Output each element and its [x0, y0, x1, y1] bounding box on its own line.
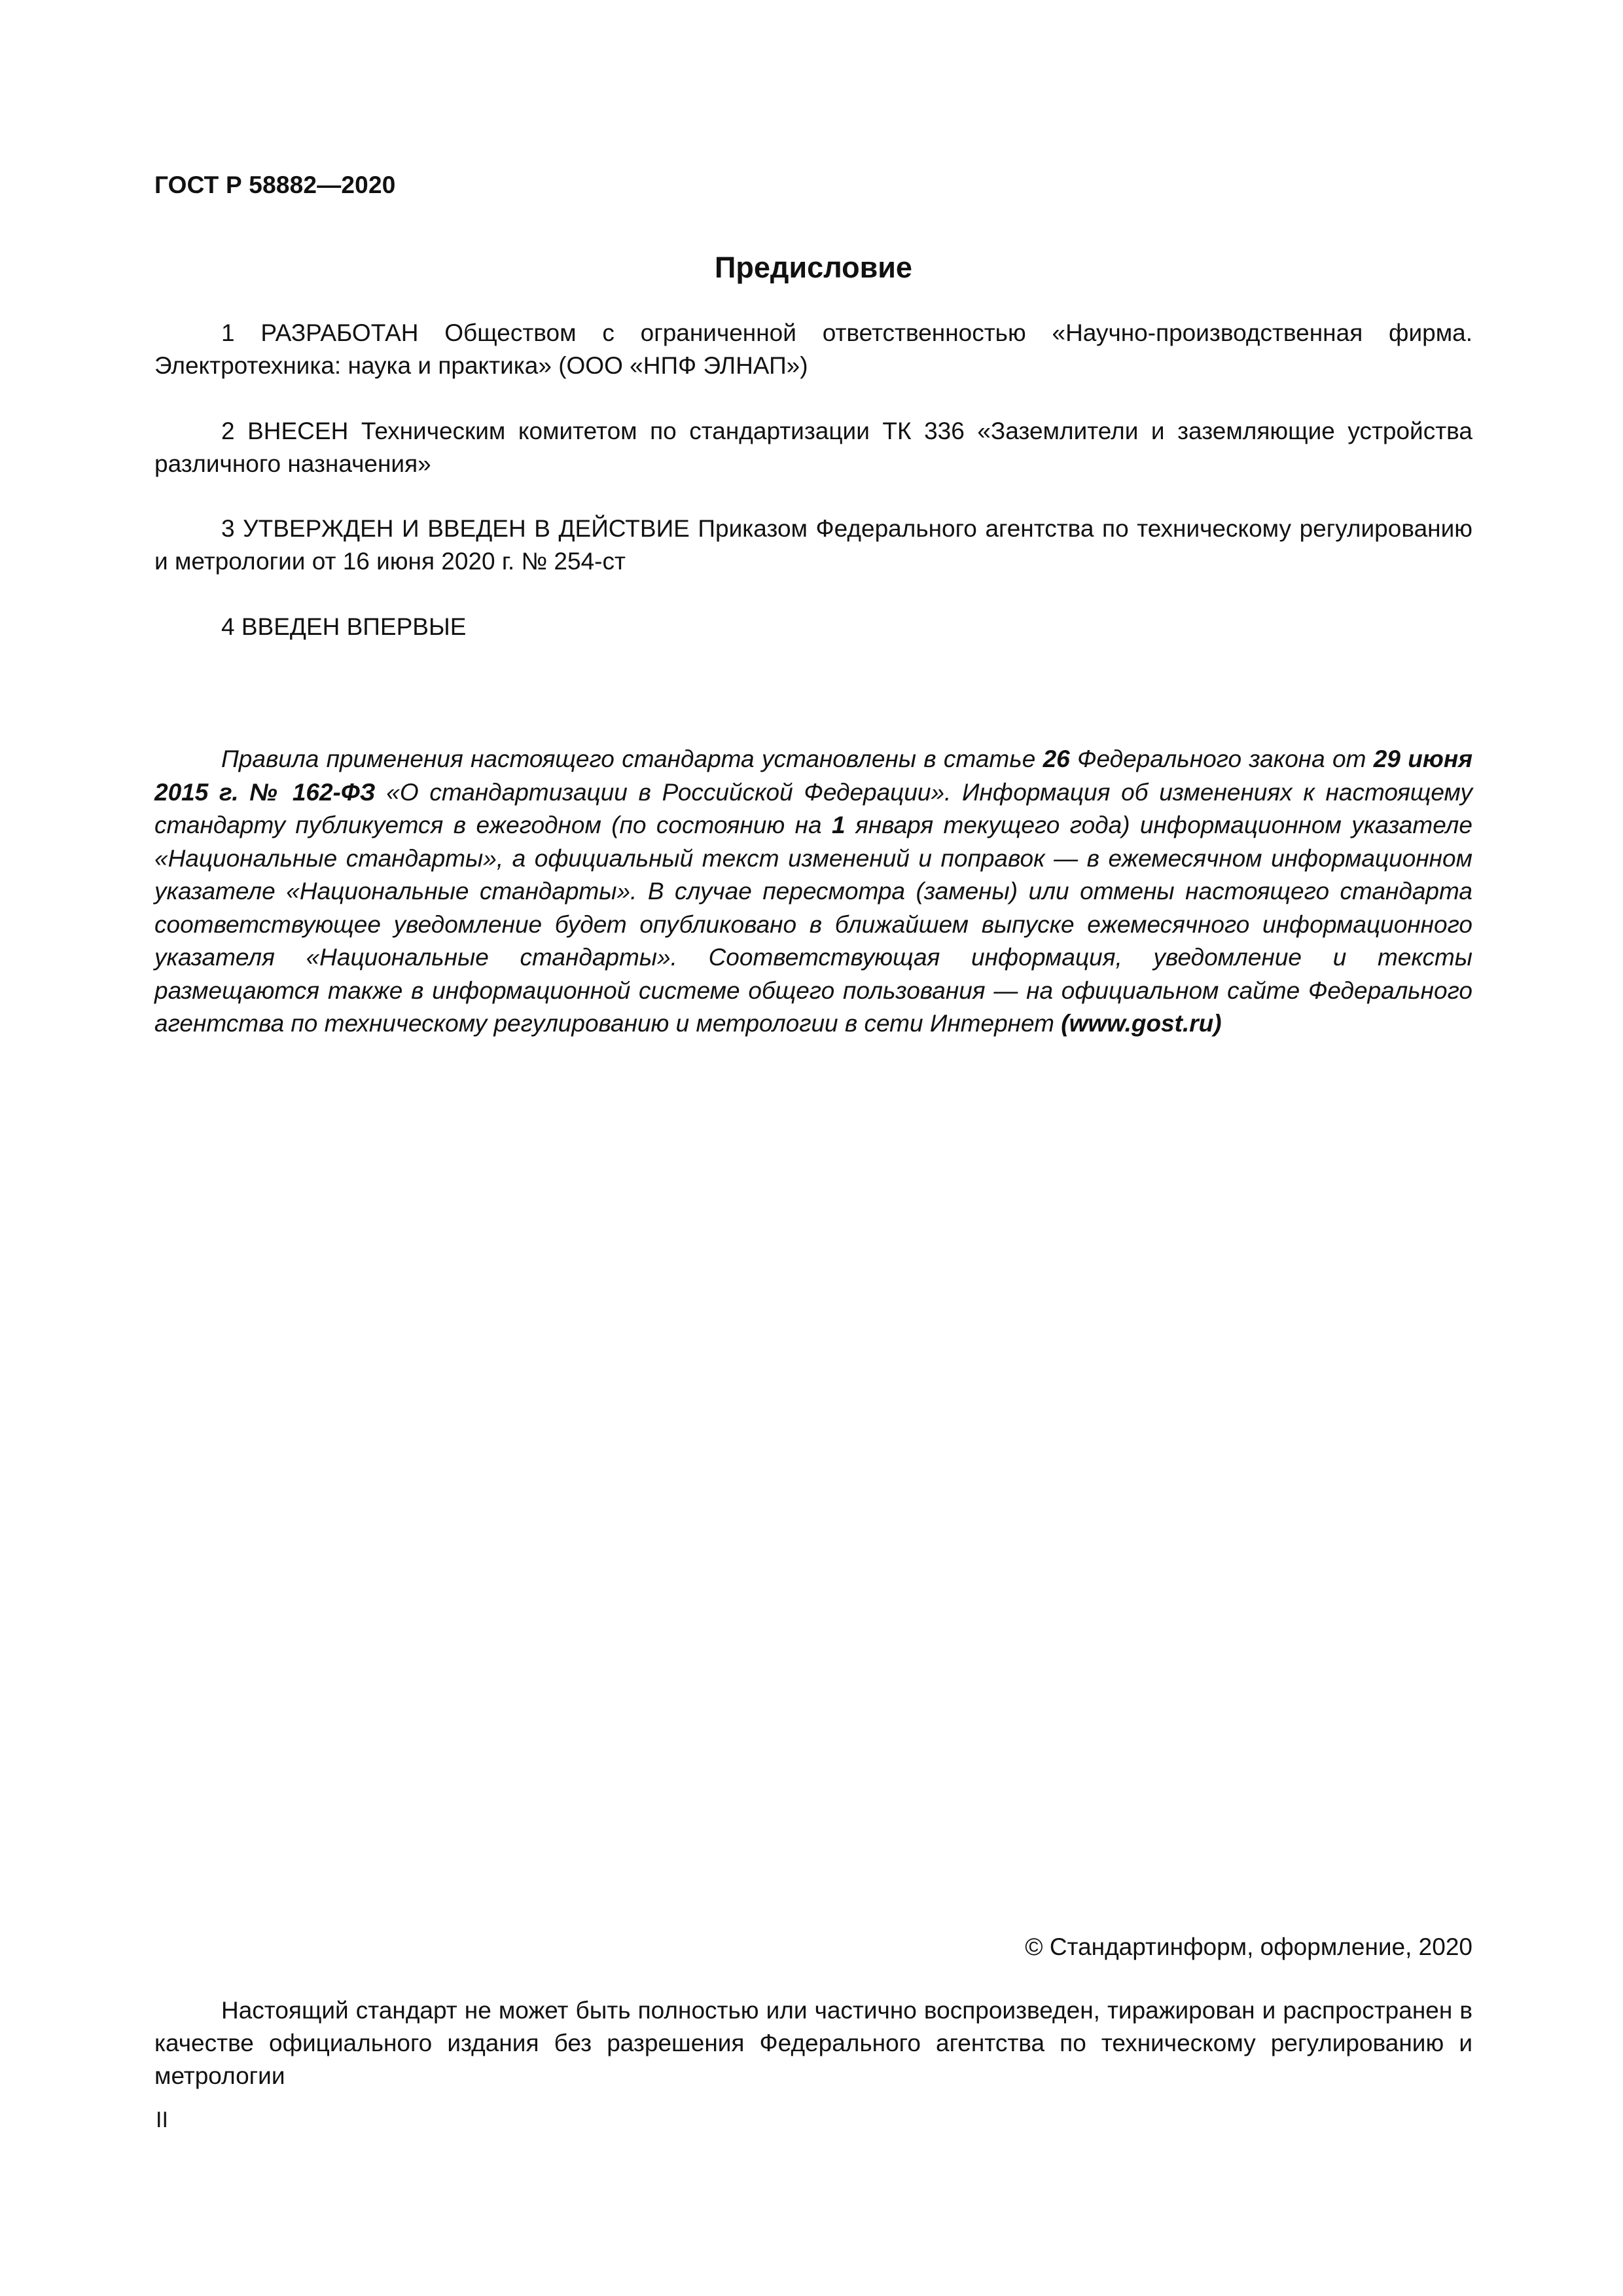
notice-january-day: 1 [831, 812, 846, 838]
page-number: II [156, 2108, 168, 2132]
reproduction-rights-text: Настоящий стандарт не может быть полностью или частично воспроизведен, тиражирован и распространен в качестве официального издания без разрешения Федерального агентства по техническому регулированию и метрологии [154, 1997, 1472, 2089]
notice-text-4: января текущего года) информационном указателе «Национальные стандарты», а официальный текст изменений и поправок — в ежемесячном информационном указателе «Национальные стандарты». В случае пересмотра (замены) или отмены настоящего стандарта соответствующее уведомление будет опубликовано в ближайшем выпуске ежемесячного информационного указателя «Национальные стандарты». Соответствующая информация, уведомление и тексты размещаются также в информационной системе общего пользования — на официальном сайте Федерального агентства по техническому регулированию и метрологии в сети Интернет [154, 812, 1472, 1037]
application-rules-notice [154, 743, 1472, 1041]
section-title: Предисловие [715, 251, 912, 284]
foreword-item-developed: 1 РАЗРАБОТАН Обществом с ограниченной ответственностью «Научно-производственная фирма. Электротехника: наука и практика» (ООО «НПФ ЭЛНАП») [154, 319, 1472, 379]
notice-text-3: «О стандартизации в Российской Федерации». Информация об изменениях к настоящему стандарту публикуется в ежегодном (по состоянию на [154, 778, 1473, 838]
copyright-line: © Стандартинформ, оформление, 2020 [1025, 1933, 1472, 1960]
notice-text-2: Федерального закона от [1069, 745, 1374, 772]
notice-article-number: 26 [1043, 745, 1070, 772]
foreword-item-introduced: 4 ВВЕДЕН ВПЕРВЫЕ [221, 613, 467, 640]
foreword-item-submitted: 2 ВНЕСЕН Техническим комитетом по стандартизации ТК 336 «Заземлители и заземляющие устройства различного назначения» [154, 418, 1472, 477]
notice-law-date: 29 июня 2015 г. № 162-ФЗ [154, 745, 1472, 806]
document-code: ГОСТ Р 58882—2020 [154, 171, 396, 198]
foreword-item-approved: 3 УТВЕРЖДЕН И ВВЕДЕН В ДЕЙСТВИЕ Приказом Федерального агентства по техническому регулированию и метрологии от 16 июня 2020 г. № 254-ст [154, 515, 1472, 575]
notice-text-1: Правила применения настоящего стандарта установлены в статье [221, 745, 1043, 772]
notice-url: (www.gost.ru) [1061, 1010, 1222, 1037]
